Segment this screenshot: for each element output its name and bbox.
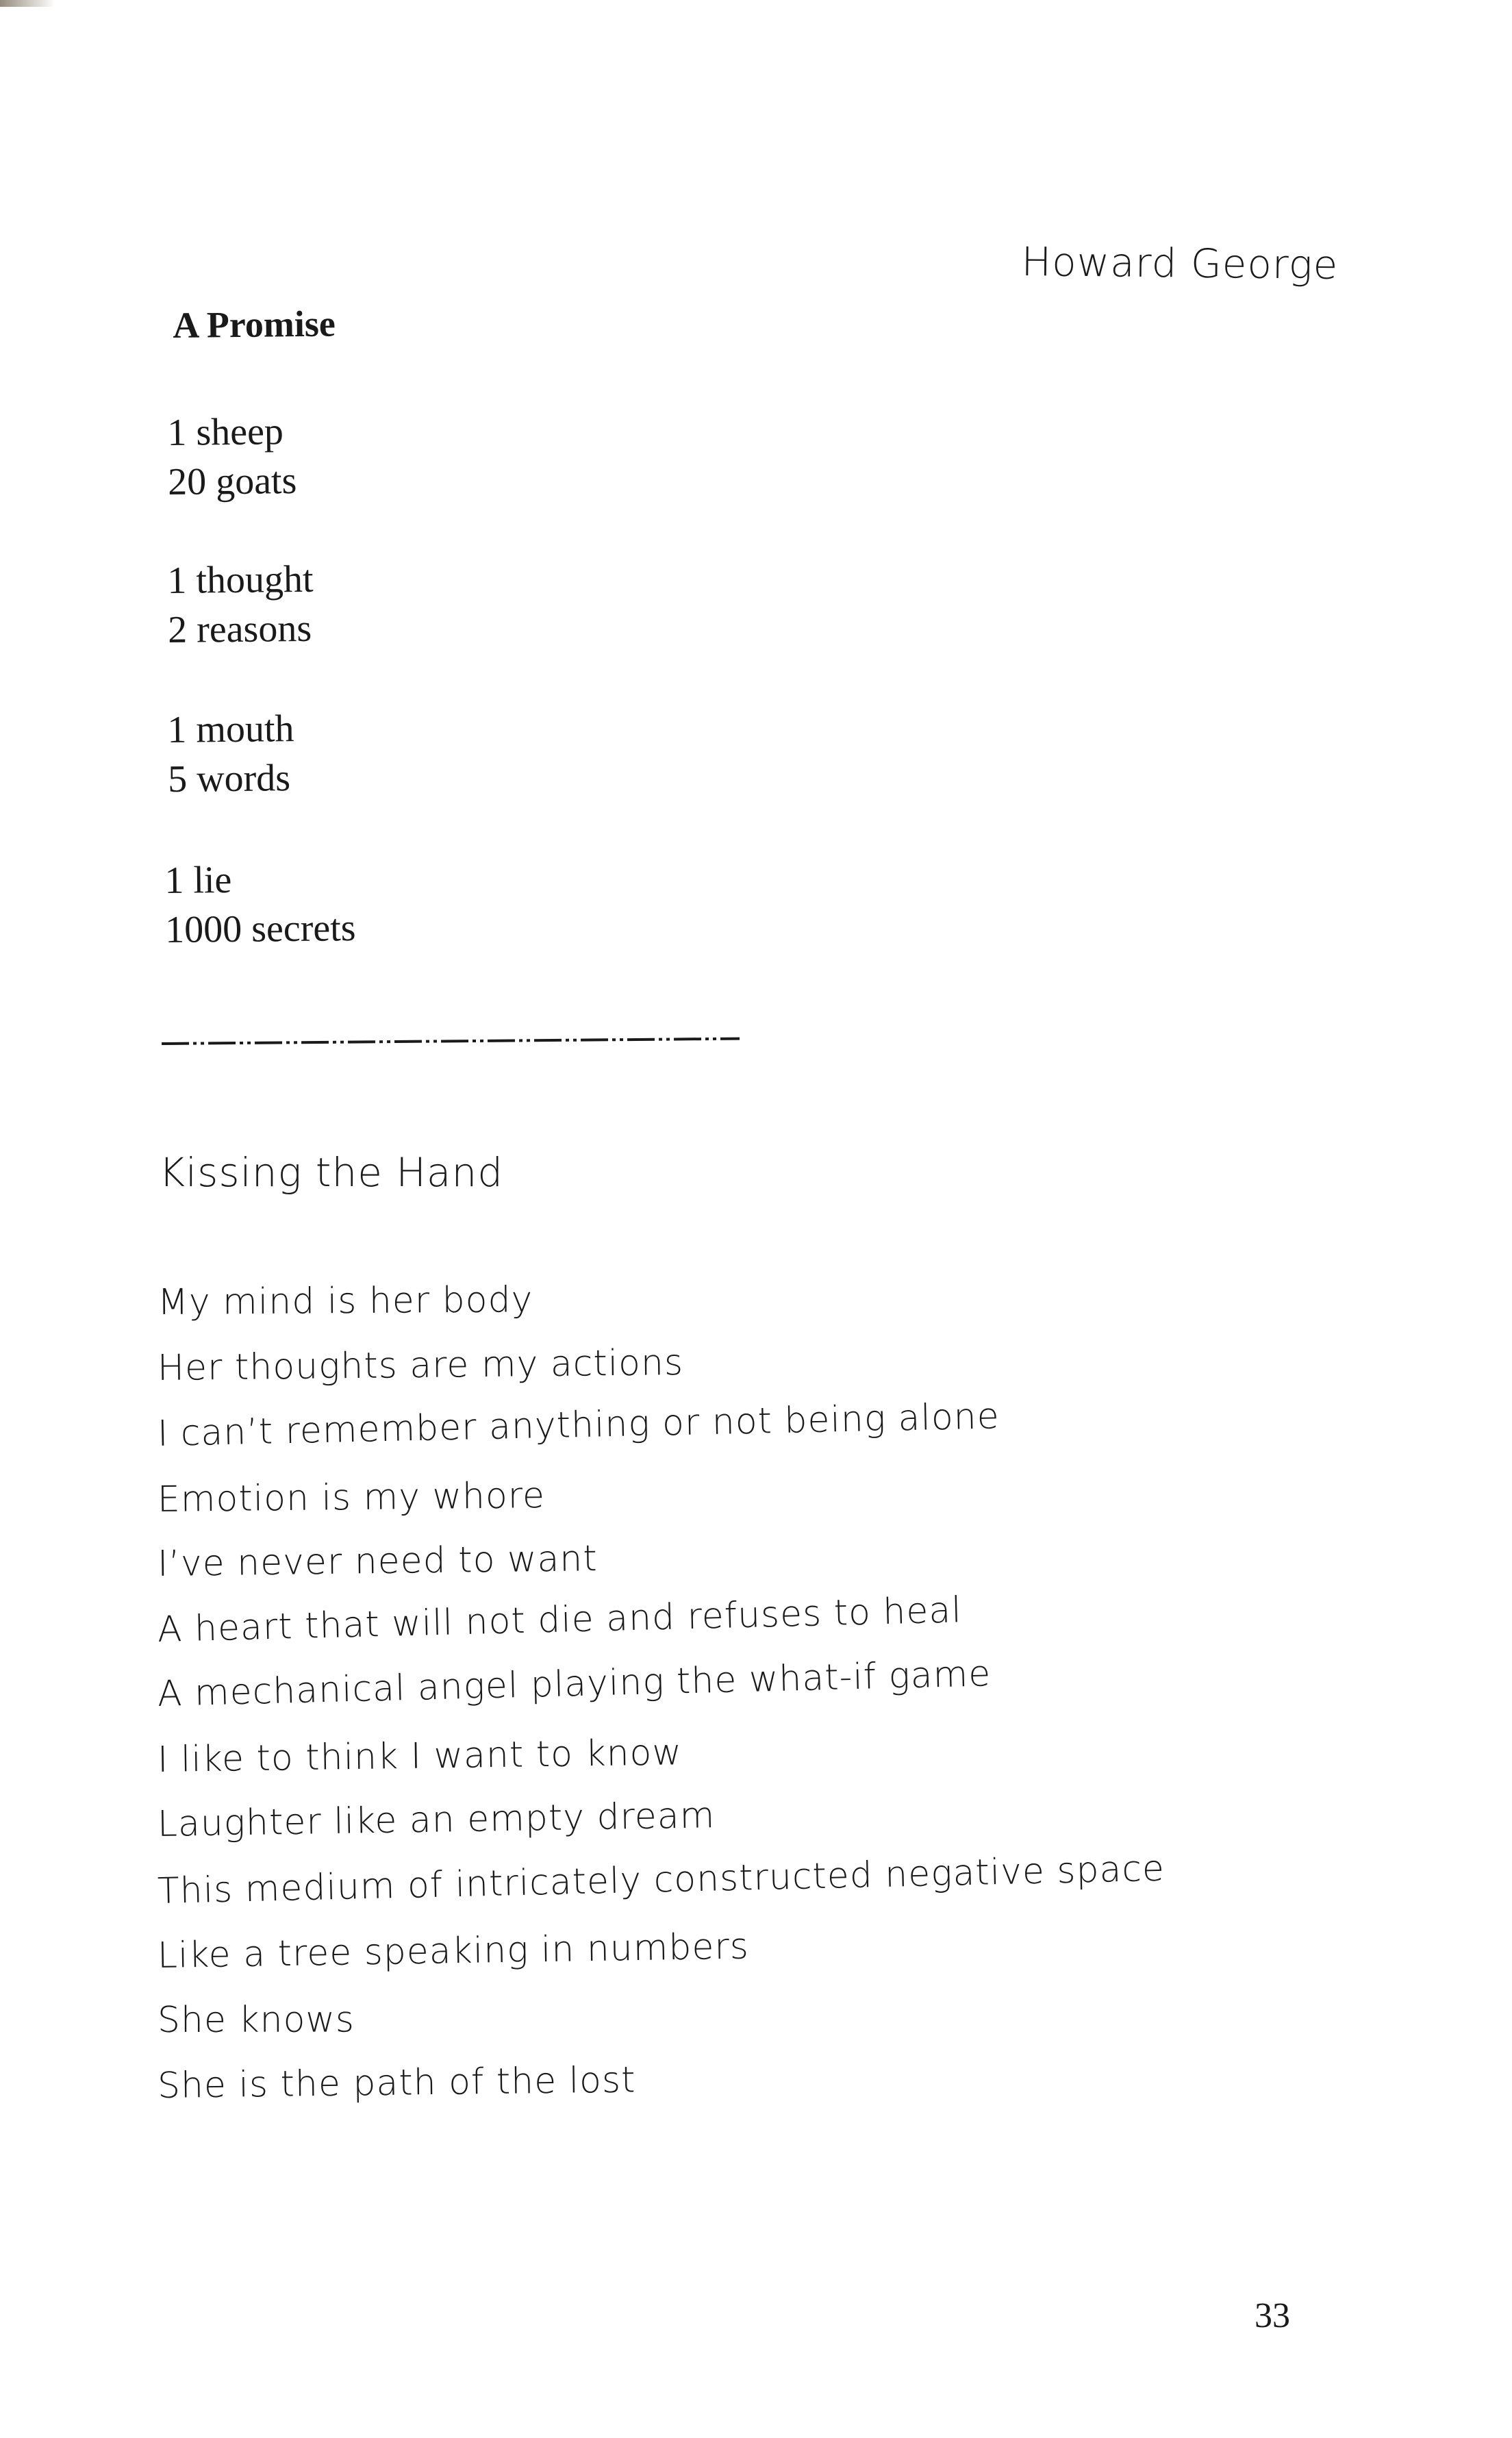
poem-line: 1 lie [164,858,232,902]
poem-line: My mind is her body [157,1279,533,1323]
page-number: 33 [1255,2296,1290,2335]
section-divider [162,1035,740,1048]
poem-line: 20 goats [167,460,297,503]
stanza [167,704,295,804]
poem-line: She is the path of the lost [157,2059,636,2107]
poem-line: I like to think I want to know [157,1732,683,1781]
poem-line: A mechanical angel playing the what-if game [157,1653,992,1715]
poem-line: 2 reasons [167,607,312,651]
poem-line: 1 mouth [167,707,294,751]
poem-title-kissing-the-hand: Kissing the Hand [159,1149,504,1196]
page-edge-shadow [0,0,55,7]
stanza [167,407,297,507]
poem-line: 1 thought [167,557,314,602]
poem-line: Emotion is my whore [157,1475,546,1520]
poem-line: Like a tree speaking in numbers [157,1926,750,1976]
poem-title-a-promise: A Promise [173,303,336,346]
poem-line: A heart that will not die and refuses to heal [157,1589,963,1650]
poem-line: 5 words [167,757,291,801]
poem-line: 1 sheep [167,410,284,454]
author-name: Howard George [1021,238,1339,288]
poem-line: Laughter like an empty dream [157,1795,716,1845]
poem-line: I can’t remember anything or not being alone [157,1396,1000,1455]
stanza [164,854,356,955]
poem-line: This medium of intricately constructed negative space [157,1848,1166,1912]
poem-line: 1000 secrets [164,907,356,951]
stanza [167,555,314,655]
poem-line: She knows [157,1999,355,2041]
poem-line: Her thoughts are my actions [157,1342,684,1389]
poem-line: I’ve never need to want [157,1538,598,1585]
